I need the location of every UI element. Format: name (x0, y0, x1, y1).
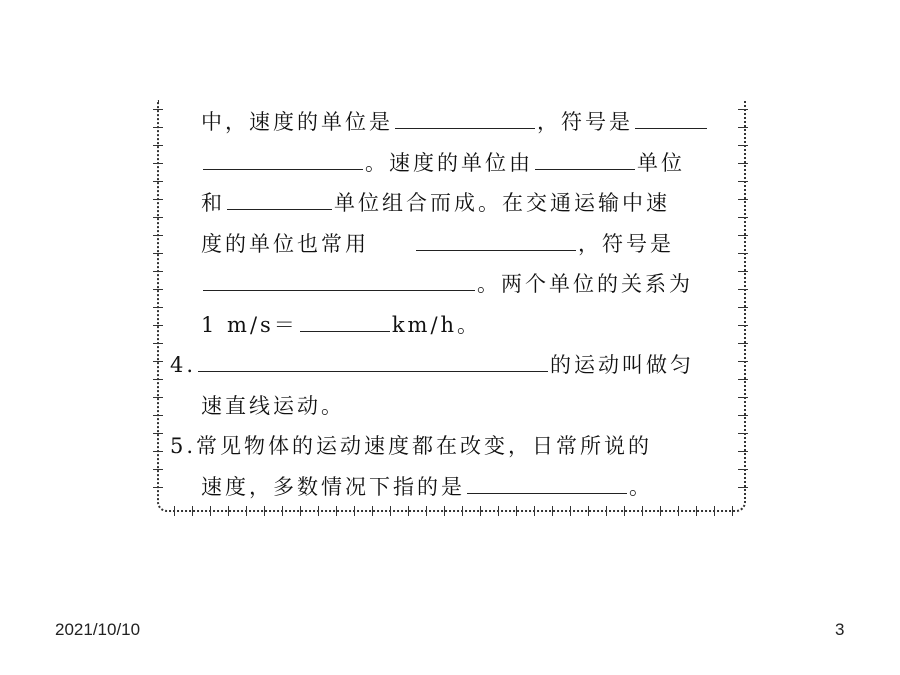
fill-blank[interactable] (203, 266, 475, 291)
fill-blank[interactable] (300, 307, 390, 332)
text-line-7: 4. 的运动叫做匀 (170, 345, 730, 386)
fill-blank[interactable] (198, 347, 548, 372)
footer-date: 2021/10/10 (55, 620, 141, 639)
fill-blank[interactable] (416, 226, 576, 251)
text-line-9: 5.常见物体的运动速度都在改变，日常所说的 (170, 434, 653, 458)
fill-blank[interactable] (227, 185, 332, 210)
frame-right-ticks (738, 100, 748, 505)
fill-blank[interactable] (467, 469, 627, 494)
text-line-8: 速直线运动。 (201, 393, 345, 418)
exercise-text (170, 102, 730, 507)
text-line-10: 速度，多数情况下指的是 。 (170, 467, 730, 508)
fill-blank[interactable] (203, 145, 363, 170)
fill-blank[interactable] (635, 104, 707, 129)
text-line-2: 。速度的单位由 单位 (170, 143, 730, 184)
fill-blank[interactable] (395, 104, 535, 129)
text-line-3: 和 单位组合而成。在交通运输中速 (170, 183, 730, 224)
text-line-1: 中，速度的单位是 ，符号是 (170, 102, 730, 143)
frame-left-ticks (153, 100, 163, 505)
text-line-5: 。两个单位的关系为 (170, 264, 730, 305)
text-line-6: 1 m/s＝ km/h。 (170, 305, 730, 346)
fill-blank[interactable] (535, 145, 635, 170)
text-line-4: 度的单位也常用 ，符号是 (170, 224, 730, 265)
page-number: 3 (835, 620, 845, 639)
frame-bottom-ticks (165, 506, 735, 516)
